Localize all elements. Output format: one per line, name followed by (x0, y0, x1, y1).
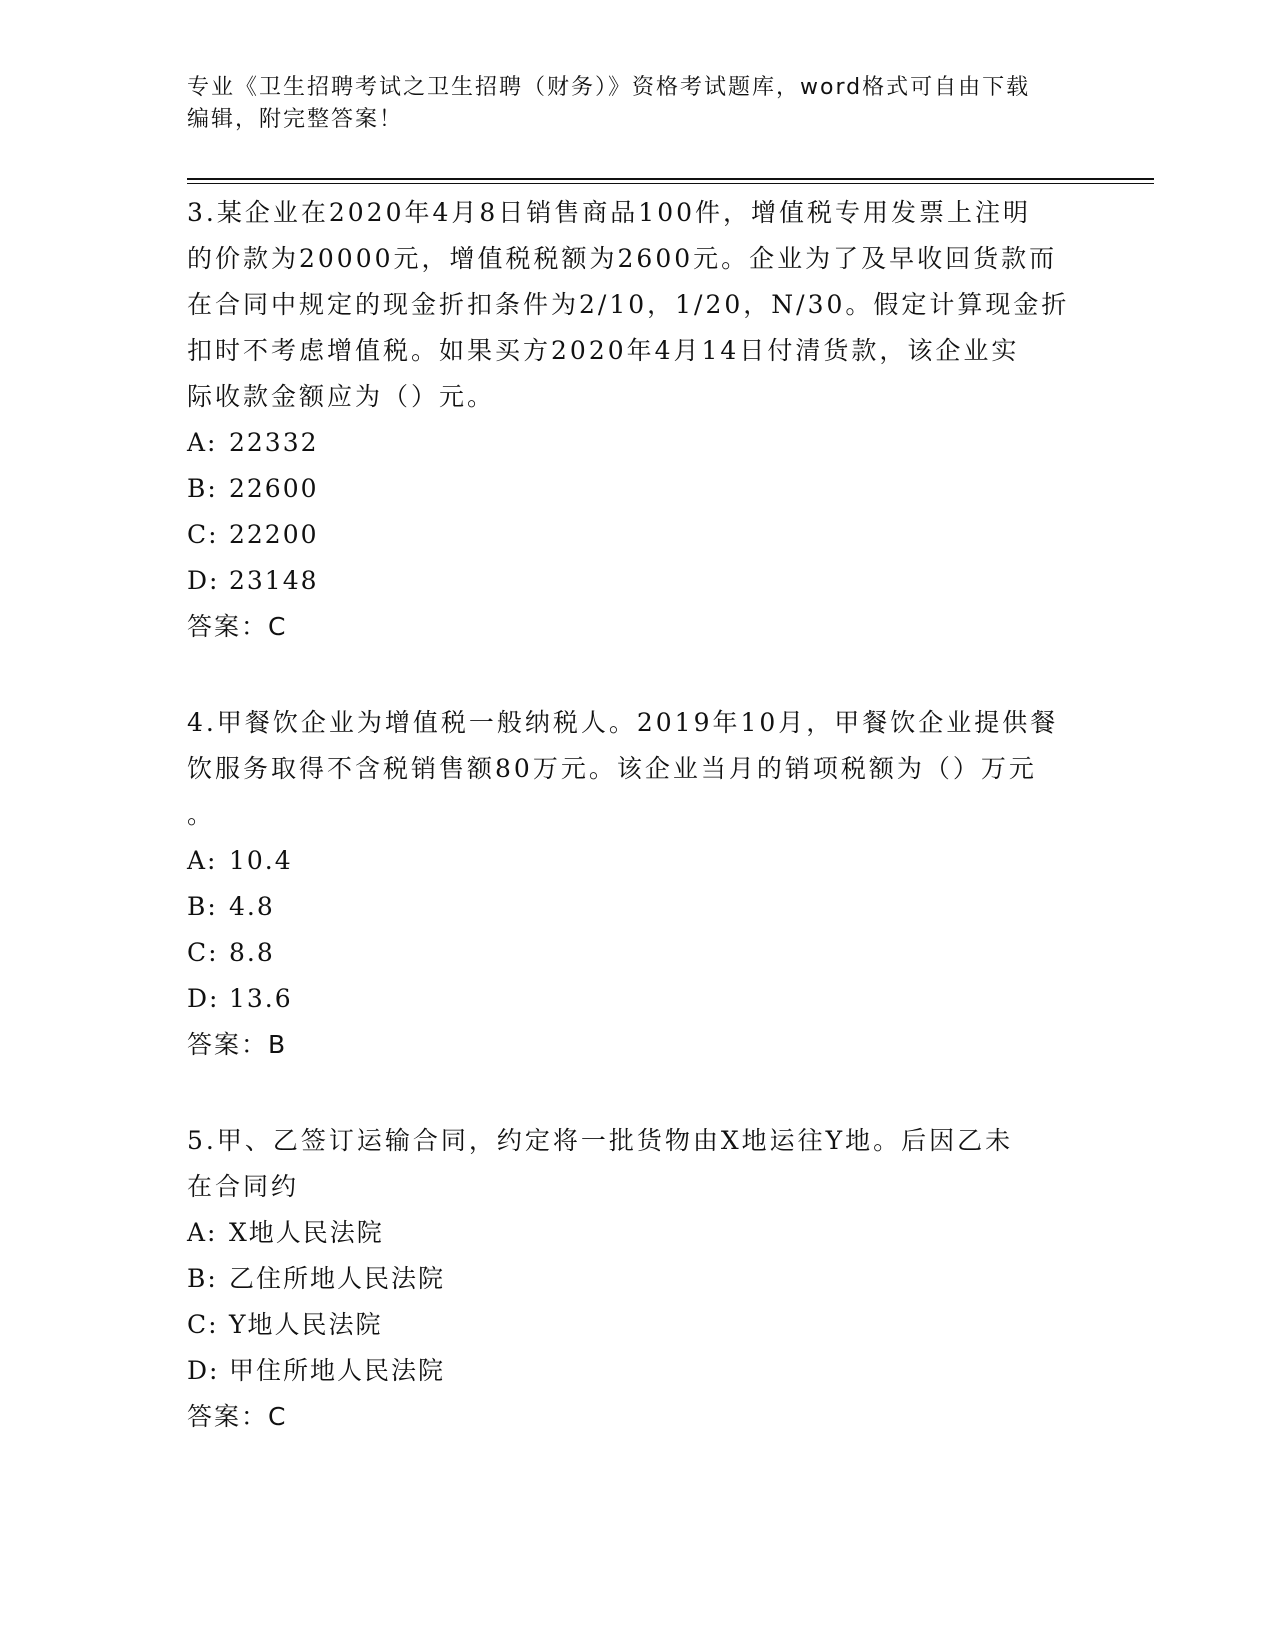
option-text: 4.8 (229, 892, 275, 921)
answer-line: 答案：B (187, 1030, 288, 1059)
option-text: Y地人民法院 (229, 1310, 383, 1339)
question-stem-line: 在合同约 (187, 1172, 300, 1201)
option-text: 乙住所地人民法院 (229, 1264, 446, 1293)
option-d (187, 558, 1087, 604)
option-text: 13.6 (229, 984, 293, 1013)
question-stem-line: 在合同中规定的现金折扣条件为2/10，1/20，N/30。假定计算现金折 (187, 290, 1070, 319)
option-c (187, 1302, 1087, 1348)
option-d (187, 976, 1087, 1022)
option-text: 甲住所地人民法院 (229, 1356, 446, 1385)
option-b (187, 884, 1087, 930)
question-stem-line: 的价款为20000元，增值税税额为2600元。企业为了及早收回货款而 (187, 244, 1058, 273)
option-text: X地人民法院 (229, 1218, 384, 1247)
option-text: 22332 (229, 428, 319, 457)
header-divider-thin (187, 183, 1154, 184)
question-stem-line: 。 (187, 800, 216, 829)
option-letter: C: (187, 1310, 219, 1339)
option-b (187, 466, 1087, 512)
option-letter: D: (187, 984, 220, 1013)
question-stem-line: 饮服务取得不含税销售额80万元。该企业当月的销项税额为（）万元 (187, 754, 1037, 783)
option-letter: B: (187, 474, 218, 503)
option-c (187, 930, 1087, 976)
option-b (187, 1256, 1087, 1302)
option-letter: A: (187, 428, 218, 457)
question-5 (187, 1118, 1087, 1440)
question-4 (187, 700, 1087, 1068)
question-stem-line: 际收款金额应为（）元。 (187, 382, 496, 411)
question-stem-line: 3.某企业在2020年4月8日销售商品100件，增值税专用发票上注明 (187, 198, 1032, 227)
option-a (187, 838, 1087, 884)
option-letter: A: (187, 846, 218, 875)
option-d (187, 1348, 1087, 1394)
question-list (187, 190, 1087, 1490)
answer-line: 答案：C (187, 1402, 288, 1431)
question-stem-line: 扣时不考虑增值税。如果买方2020年4月14日付清货款，该企业实 (187, 336, 1020, 365)
option-c (187, 512, 1087, 558)
option-letter: C: (187, 938, 219, 967)
option-letter: C: (187, 520, 219, 549)
header-line-1: 专业《卫生招聘考试之卫生招聘（财务）》资格考试题库，word格式可自由下载 (187, 75, 1031, 100)
option-text: 10.4 (229, 846, 293, 875)
option-text: 8.8 (229, 938, 275, 967)
option-a (187, 1210, 1087, 1256)
answer-line: 答案：C (187, 612, 288, 641)
option-letter: A: (187, 1218, 218, 1247)
question-stem-line: 5.甲、乙签订运输合同，约定将一批货物由X地运往Y地。后因乙未 (187, 1126, 1014, 1155)
option-letter: B: (187, 892, 218, 921)
option-letter: D: (187, 1356, 220, 1385)
question-stem-line: 4.甲餐饮企业为增值税一般纳税人。2019年10月，甲餐饮企业提供餐 (187, 708, 1059, 737)
header-line-2: 编辑，附完整答案！ (187, 107, 404, 132)
question-3 (187, 190, 1087, 650)
option-text: 23148 (229, 566, 319, 595)
header-divider-thick (187, 178, 1154, 180)
option-letter: D: (187, 566, 220, 595)
document-header (187, 72, 1087, 136)
option-a (187, 420, 1087, 466)
option-letter: B: (187, 1264, 218, 1293)
option-text: 22200 (229, 520, 319, 549)
option-text: 22600 (229, 474, 319, 503)
